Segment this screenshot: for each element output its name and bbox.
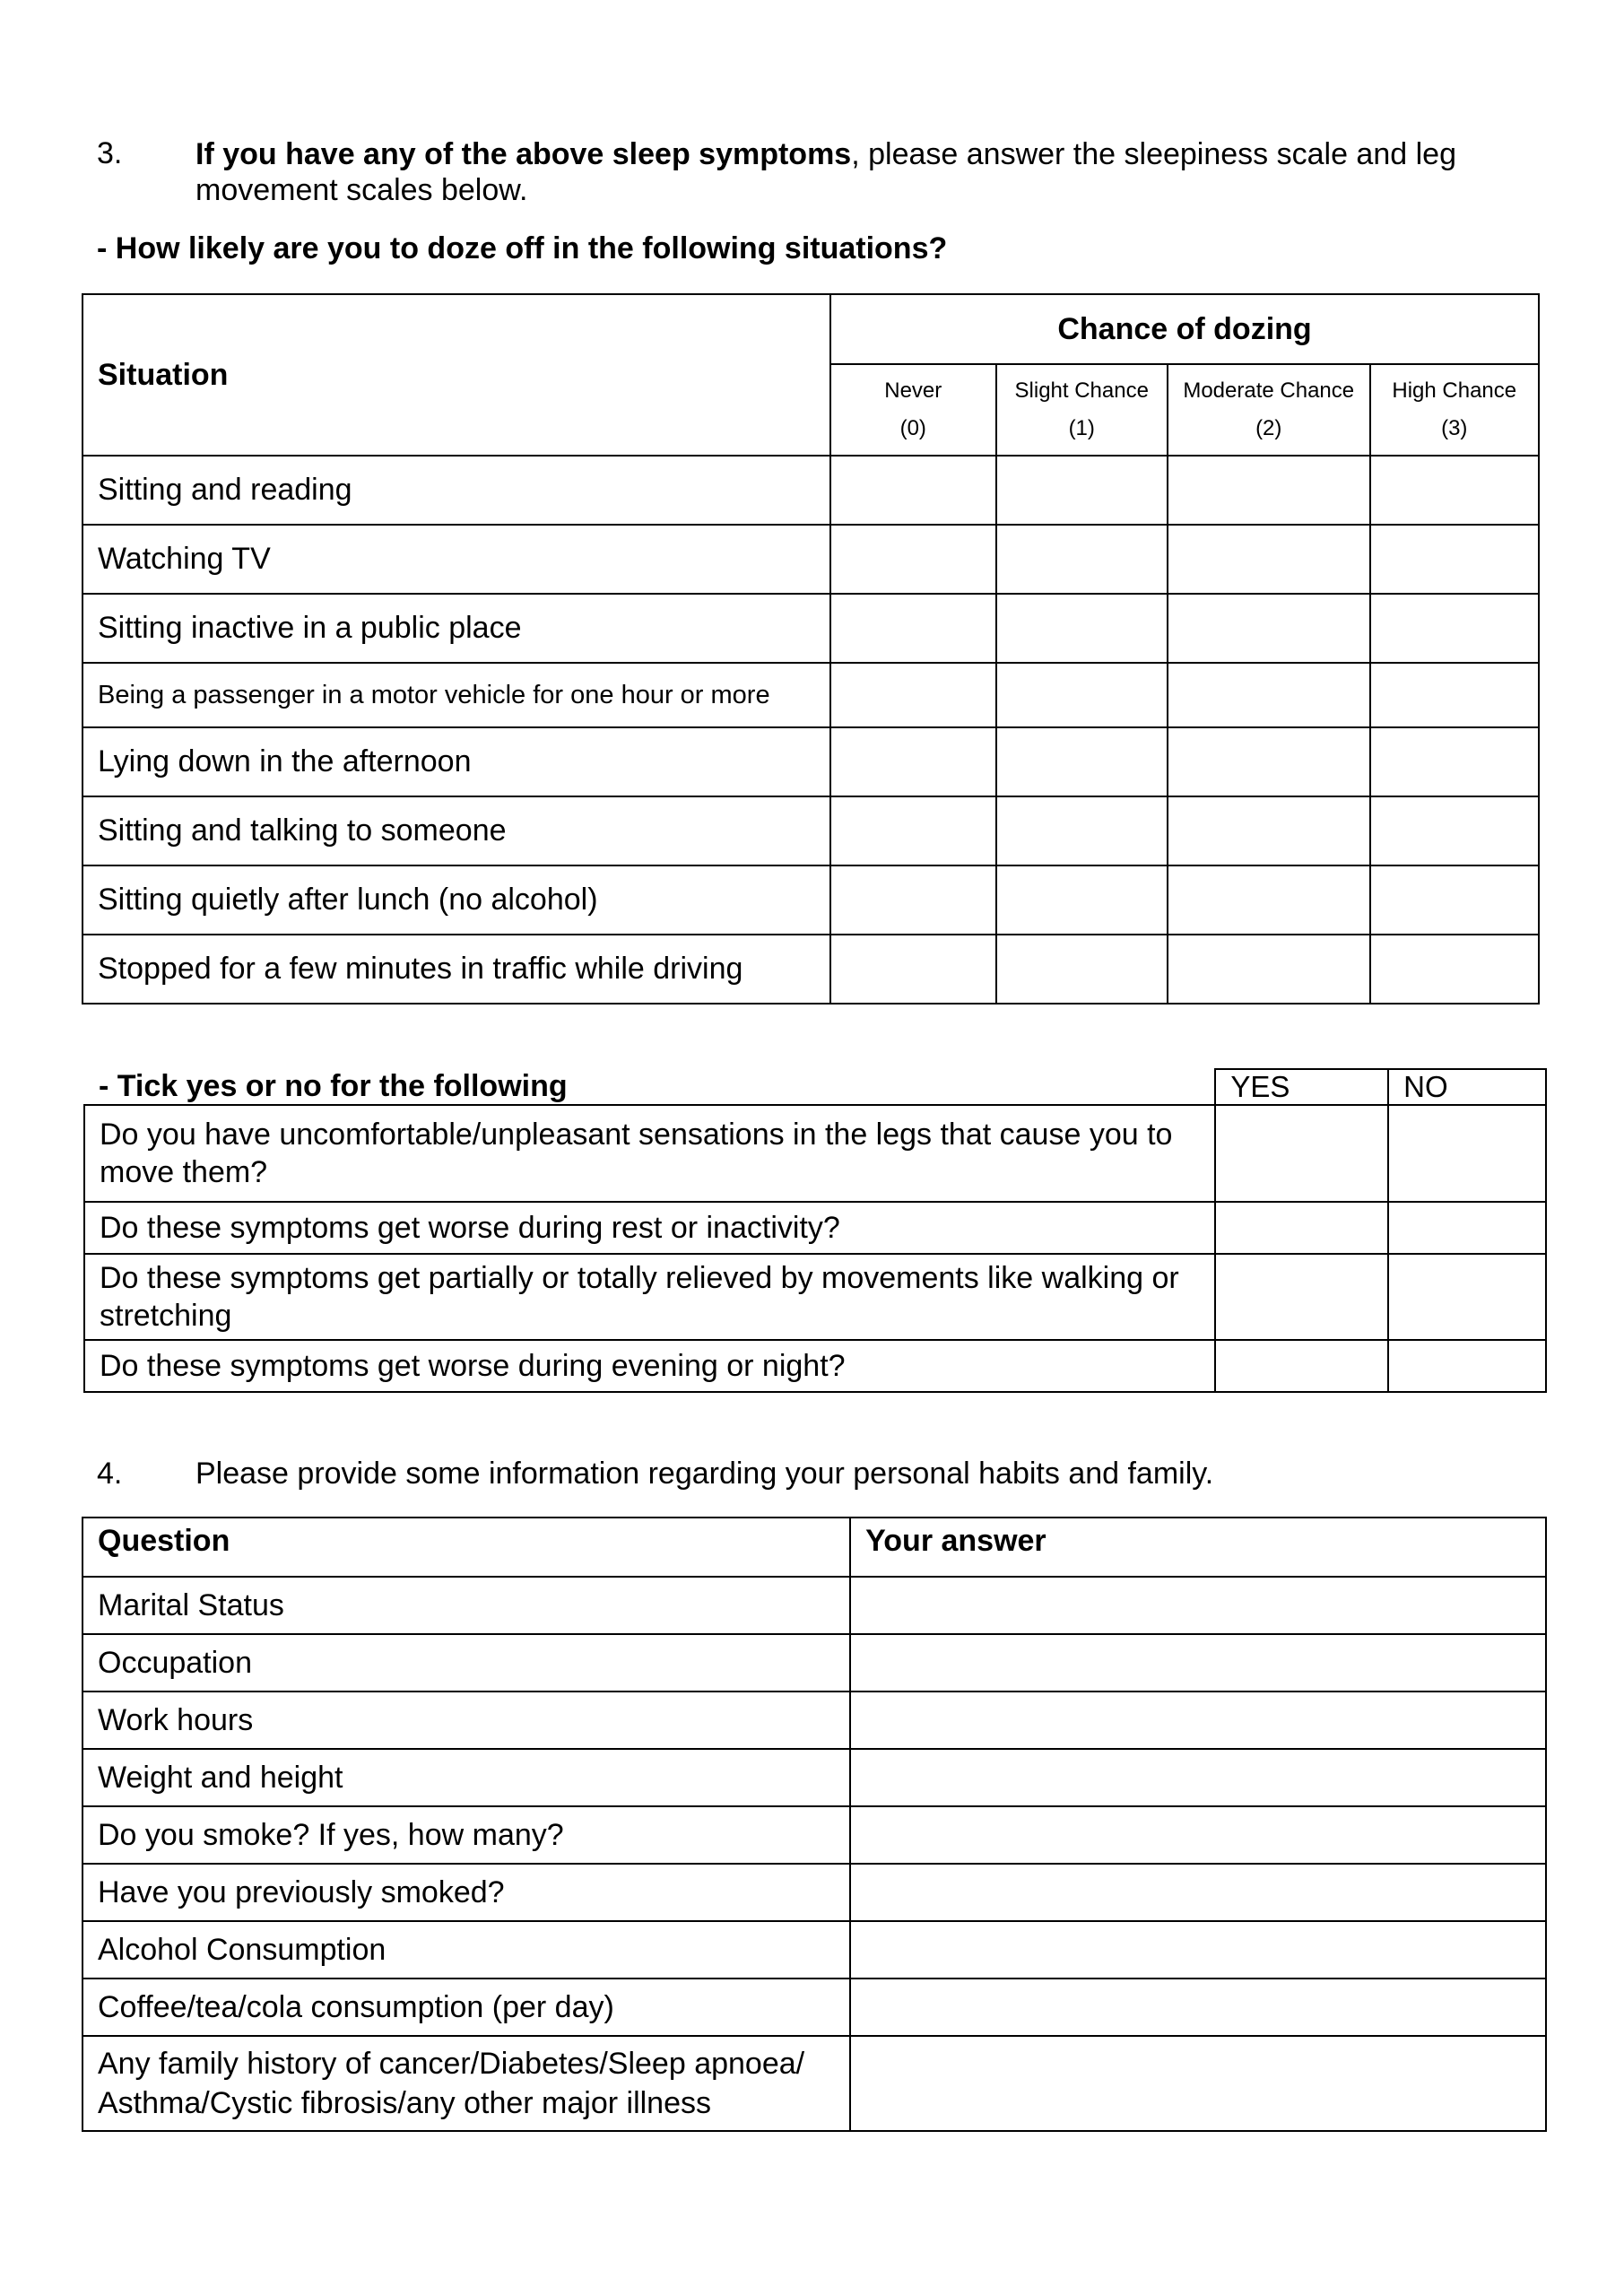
dozing-answer-cell[interactable] — [830, 865, 995, 935]
rls-question: Do you have uncomfortable/unpleasant sensations in the legs that cause you to move them? — [84, 1105, 1215, 1202]
dozing-answer-cell[interactable] — [1370, 727, 1539, 796]
dozing-answer-cell[interactable] — [1168, 525, 1370, 594]
chance-option-score: (0) — [899, 416, 926, 440]
habit-answer-field[interactable] — [850, 2036, 1546, 2131]
habit-question: Occupation — [83, 1634, 850, 1692]
dozing-answer-cell[interactable] — [996, 456, 1168, 525]
habit-row — [83, 1806, 1546, 1864]
dozing-answer-cell[interactable] — [1370, 935, 1539, 1004]
habit-row — [83, 1577, 1546, 1634]
rls-no-cell[interactable] — [1388, 1254, 1546, 1340]
situation-row — [83, 456, 1539, 525]
chance-option-label: Slight Chance — [1014, 378, 1149, 403]
situation-row — [83, 796, 1539, 865]
no-header: NO — [1388, 1069, 1546, 1105]
rls-yes-cell[interactable] — [1215, 1105, 1388, 1202]
dozing-answer-cell[interactable] — [1168, 935, 1370, 1004]
rls-table — [83, 1068, 1547, 1393]
section-3-intro — [195, 136, 1559, 208]
rls-yes-cell[interactable] — [1215, 1340, 1388, 1392]
dozing-answer-cell[interactable] — [1168, 456, 1370, 525]
dozing-answer-cell[interactable] — [1370, 663, 1539, 727]
dozing-answer-cell[interactable] — [996, 796, 1168, 865]
section-3-number: 3. — [97, 136, 123, 170]
rls-question: Do these symptoms get worse during rest or inactivity? — [84, 1202, 1215, 1254]
situation-row — [83, 865, 1539, 935]
situation-row — [83, 594, 1539, 663]
habits-table — [82, 1517, 1547, 2132]
rls-question: Do these symptoms get worse during evening or night? — [84, 1340, 1215, 1392]
habit-row — [83, 1921, 1546, 1979]
chance-option-score: (3) — [1441, 416, 1468, 440]
habit-answer-field[interactable] — [850, 1979, 1546, 2036]
answer-header: Your answer — [850, 1518, 1546, 1577]
rls-yes-cell[interactable] — [1215, 1202, 1388, 1254]
situation-row — [83, 727, 1539, 796]
situation-label: Sitting inactive in a public place — [83, 594, 830, 663]
chance-option-score: (1) — [1068, 416, 1095, 440]
habit-row — [83, 2036, 1546, 2131]
rls-heading: - Tick yes or no for the following — [84, 1069, 1215, 1105]
rls-question-row — [84, 1202, 1546, 1254]
dozing-answer-cell[interactable] — [1370, 594, 1539, 663]
habit-question: Do you smoke? If yes, how many? — [83, 1806, 850, 1864]
habit-row — [83, 1692, 1546, 1749]
dozing-answer-cell[interactable] — [1370, 865, 1539, 935]
habit-question: Work hours — [83, 1692, 850, 1749]
dozing-answer-cell[interactable] — [1168, 796, 1370, 865]
dozing-answer-cell[interactable] — [830, 796, 995, 865]
habit-row — [83, 1864, 1546, 1921]
habit-answer-field[interactable] — [850, 1864, 1546, 1921]
habit-row — [83, 1749, 1546, 1806]
chance-option-header — [1168, 364, 1370, 456]
dozing-answer-cell[interactable] — [996, 935, 1168, 1004]
chance-option-header — [830, 364, 995, 456]
habit-answer-field[interactable] — [850, 1749, 1546, 1806]
situation-row — [83, 663, 1539, 727]
situation-label: Sitting quietly after lunch (no alcohol) — [83, 865, 830, 935]
habit-answer-field[interactable] — [850, 1634, 1546, 1692]
dozing-answer-cell[interactable] — [996, 525, 1168, 594]
dozing-answer-cell[interactable] — [996, 594, 1168, 663]
habit-question: Coffee/tea/cola consumption (per day) — [83, 1979, 850, 2036]
chance-option-header — [1370, 364, 1539, 456]
dozing-answer-cell[interactable] — [1370, 525, 1539, 594]
situation-row — [83, 935, 1539, 1004]
situation-label: Lying down in the afternoon — [83, 727, 830, 796]
habit-question: Have you previously smoked? — [83, 1864, 850, 1921]
section-4-intro: Please provide some information regarding your personal habits and family. — [195, 1457, 1214, 1491]
dozing-answer-cell[interactable] — [1168, 594, 1370, 663]
habit-answer-field[interactable] — [850, 1692, 1546, 1749]
section-3-intro-rest: , please answer the sleepiness scale and leg movement scales below. — [195, 137, 1456, 207]
habit-row — [83, 1634, 1546, 1692]
chance-option-header — [996, 364, 1168, 456]
question-header: Question — [83, 1518, 850, 1577]
dozing-answer-cell[interactable] — [996, 663, 1168, 727]
dozing-answer-cell[interactable] — [1370, 796, 1539, 865]
chance-option-score: (2) — [1255, 416, 1282, 440]
rls-question: Do these symptoms get partially or totally relieved by movements like walking or stretching — [84, 1254, 1215, 1340]
rls-question-row — [84, 1340, 1546, 1392]
dozing-answer-cell[interactable] — [1168, 727, 1370, 796]
section-4-number: 4. — [97, 1457, 123, 1491]
situation-label: Sitting and talking to someone — [83, 796, 830, 865]
rls-no-cell[interactable] — [1388, 1202, 1546, 1254]
dozing-answer-cell[interactable] — [830, 727, 995, 796]
dozing-answer-cell[interactable] — [1168, 865, 1370, 935]
situation-label: Stopped for a few minutes in traffic while driving — [83, 935, 830, 1004]
chance-option-label: Never — [884, 378, 942, 403]
habit-answer-field[interactable] — [850, 1577, 1546, 1634]
yes-header: YES — [1215, 1069, 1388, 1105]
situation-label: Watching TV — [83, 525, 830, 594]
dozing-answer-cell[interactable] — [830, 456, 995, 525]
rls-no-cell[interactable] — [1388, 1340, 1546, 1392]
habit-question: Weight and height — [83, 1749, 850, 1806]
rls-question-row — [84, 1105, 1546, 1202]
habit-question: Alcohol Consumption — [83, 1921, 850, 1979]
situation-label: Sitting and reading — [83, 456, 830, 525]
dozing-answer-cell[interactable] — [830, 594, 995, 663]
chance-option-label: High Chance — [1392, 378, 1517, 403]
chance-header: Chance of dozing — [830, 294, 1539, 364]
doze-heading: - How likely are you to doze off in the following situations? — [97, 231, 948, 265]
habit-question: Any family history of cancer/Diabetes/Sleep apnoea/ Asthma/Cystic fibrosis/any other major illness — [83, 2036, 850, 2131]
situation-row — [83, 525, 1539, 594]
section-3-intro-bold: If you have any of the above sleep symptoms — [195, 137, 852, 171]
dozing-answer-cell[interactable] — [1168, 663, 1370, 727]
habit-answer-field[interactable] — [850, 1921, 1546, 1979]
epworth-table — [82, 293, 1540, 1004]
chance-option-label: Moderate Chance — [1183, 378, 1355, 403]
dozing-answer-cell[interactable] — [830, 525, 995, 594]
habit-question: Marital Status — [83, 1577, 850, 1634]
situation-header: Situation — [83, 294, 830, 456]
habit-answer-field[interactable] — [850, 1806, 1546, 1864]
dozing-answer-cell[interactable] — [1370, 456, 1539, 525]
habit-row — [83, 1979, 1546, 2036]
dozing-answer-cell[interactable] — [830, 663, 995, 727]
dozing-answer-cell[interactable] — [996, 727, 1168, 796]
situation-label: Being a passenger in a motor vehicle for one hour or more — [83, 663, 830, 727]
rls-no-cell[interactable] — [1388, 1105, 1546, 1202]
rls-question-row — [84, 1254, 1546, 1340]
rls-yes-cell[interactable] — [1215, 1254, 1388, 1340]
dozing-answer-cell[interactable] — [830, 935, 995, 1004]
dozing-answer-cell[interactable] — [996, 865, 1168, 935]
